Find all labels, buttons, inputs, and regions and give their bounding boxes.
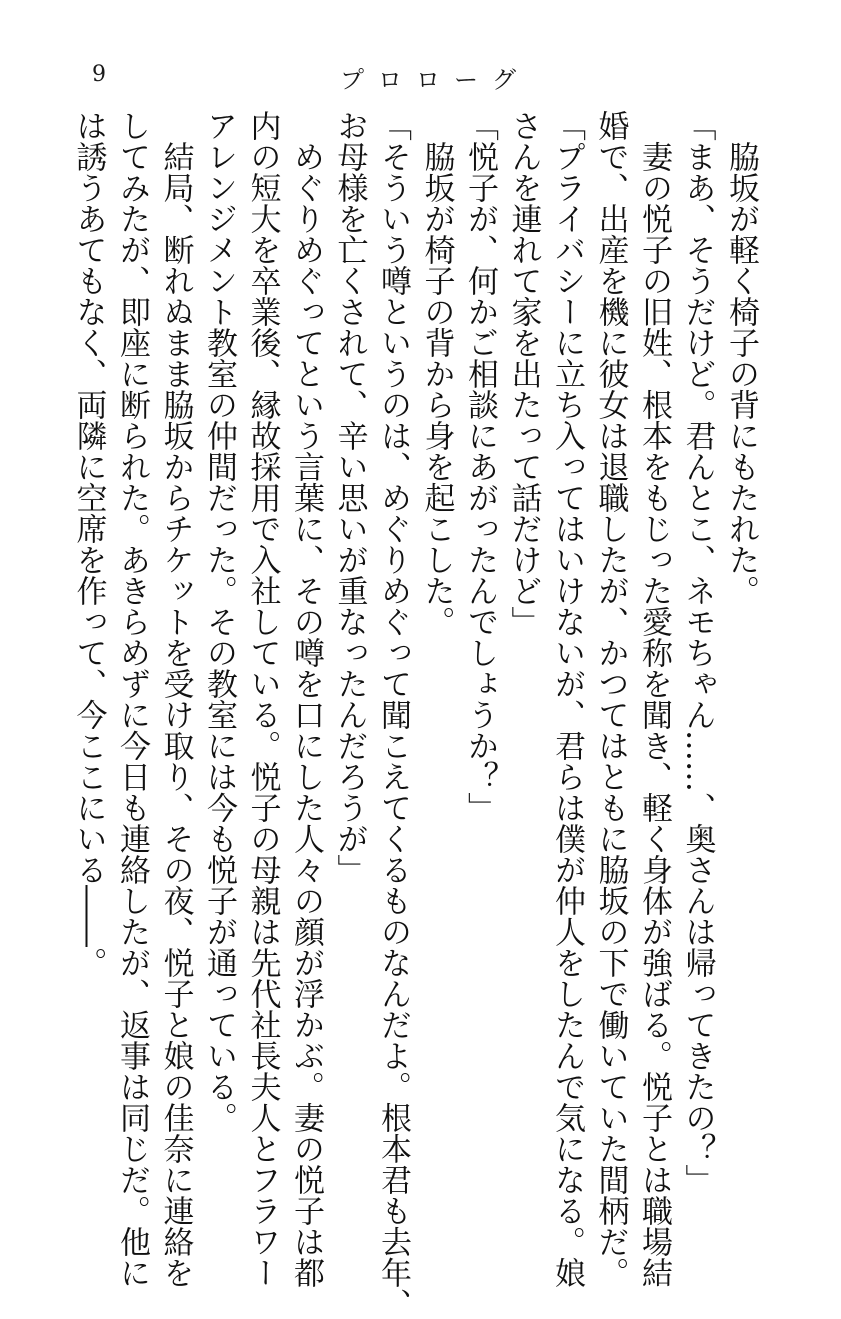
text-line: 内の短大を卒業後、縁故採用で入社している。悦子の母親は先代社長夫人とフラワー	[244, 110, 281, 1288]
text-line: 「まあ、そうだけど。君んとこ、ネモちゃん……、奥さんは帰ってきたの？」	[679, 110, 716, 1195]
text-line: 脇坂が椅子の背から身を起こした。	[418, 141, 455, 637]
text-line: 「プライバシーに立ち入ってはいけないが、君らは僕が仲人をしたんで気になる。娘	[549, 110, 585, 1288]
text-line: してみたが、即座に断られた。あきらめずに今日も連絡したが、返事は同じだ。他に	[114, 110, 150, 1288]
vertical-text-body	[70, 110, 762, 1319]
text-line: さんを連れて家を出たって話だけど」	[505, 110, 542, 637]
text-line: 「そういう噂というのは、めぐりめぐって聞こえてくるものなんだよ。根本君も去年、	[375, 110, 411, 1319]
text-line: 婚で、出産を機に彼女は退職したが、かつてはともに脇坂の下で働いていた間柄だ。	[592, 110, 629, 1288]
text-line: 「悦子が、何かご相談にあがったんでしょうか？」	[462, 110, 498, 823]
running-head-title: プロローグ	[340, 66, 530, 94]
text-line: 脇坂が軽く椅子の背にもたれた。	[723, 141, 759, 606]
text-line: アレンジメント教室の仲間だった。その教室には今も悦子が通っている。	[201, 110, 237, 1133]
text-line: お母様を亡くされて、辛い思いが重なったんだろうが」	[331, 110, 368, 885]
text-line: 結局、断れぬまま脇坂からチケットを受け取り、その夜、悦子と娘の佳奈に連絡を	[157, 141, 194, 1288]
text-line: は誘うあてもなく、両隣に空席を作って、今ここにいる――。	[70, 110, 107, 978]
text-line: めぐりめぐってという言葉に、その噂を口にした人々の顔が浮かぶ。妻の悦子は都	[288, 141, 324, 1288]
text-line: 妻の悦子の旧姓、根本をもじった愛称を聞き、軽く身体が強ばる。悦子とは職場結	[636, 141, 672, 1288]
page-number: 9	[92, 62, 106, 87]
